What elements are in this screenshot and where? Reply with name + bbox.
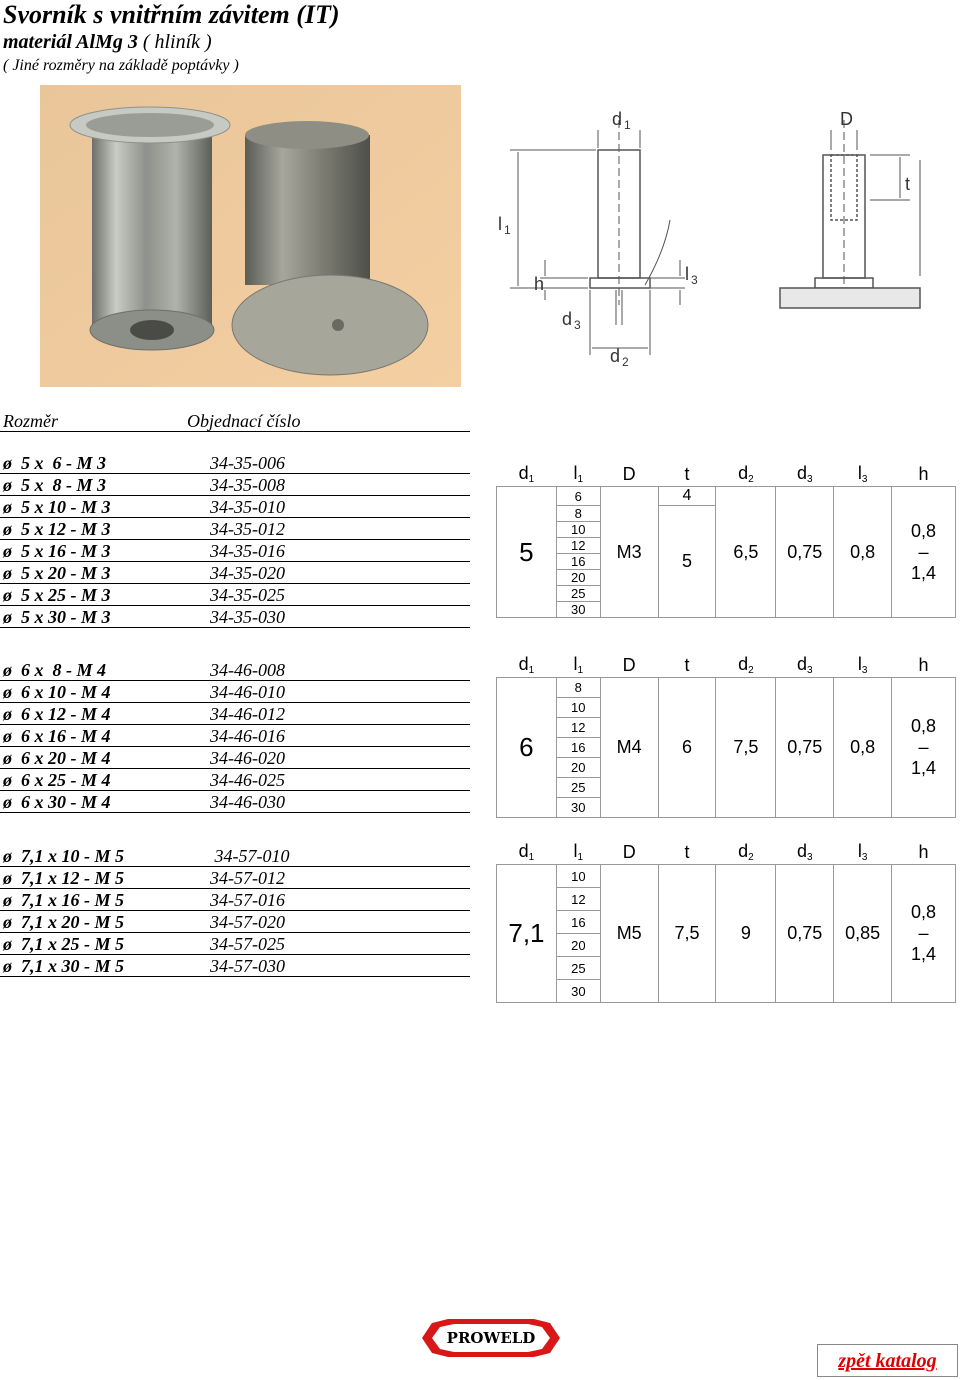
order-code: 34-57-025	[210, 934, 285, 954]
order-code: 34-46-008	[210, 660, 285, 680]
l1-value: 25	[556, 957, 600, 980]
d1-value: 7,1	[497, 865, 557, 1003]
d3-value: 0,75	[776, 865, 834, 1003]
l3-value: 0,8	[834, 678, 892, 818]
size-label: ø 5 x 20 - M 3	[3, 563, 111, 583]
h-min: 0,8	[911, 902, 937, 922]
list-item	[0, 725, 470, 747]
d2-value: 6,5	[716, 487, 776, 618]
header-h: h	[918, 463, 929, 484]
l1-value: 20	[556, 758, 600, 778]
header-d2: $d_2$	[738, 463, 754, 485]
d3-value: 0,75	[776, 678, 834, 818]
order-code: 34-57-030	[210, 956, 285, 976]
order-code: 34-57-016	[210, 890, 285, 910]
size-label: ø 7,1 x 20 - M 5	[3, 912, 124, 932]
group-2-list	[0, 659, 470, 813]
list-item	[0, 584, 470, 606]
order-code: 34-35-020	[210, 563, 285, 583]
header-d1: $d_1$	[518, 841, 535, 863]
header-t: t	[684, 841, 690, 862]
list-item	[0, 769, 470, 791]
header-l3: $l_3$	[857, 841, 868, 863]
list-item	[0, 933, 470, 955]
header-d3: $d_3$	[796, 841, 813, 863]
dimensions-note: ( Jiné rozměry na základě poptávky )	[3, 57, 239, 74]
list-item	[0, 791, 470, 813]
l1-value: 10	[556, 698, 600, 718]
t-value: 5	[658, 506, 716, 618]
order-code: 34-35-016	[210, 541, 285, 561]
header-D: D	[622, 841, 636, 862]
svg-text:D: D	[840, 109, 853, 129]
h-min: 0,8	[911, 520, 937, 541]
list-item	[0, 659, 470, 681]
size-label: ø 5 x 25 - M 3	[3, 585, 111, 605]
l1-value: 12	[556, 888, 600, 911]
size-label: ø 5 x 12 - M 3	[3, 519, 111, 539]
l1-value: 8	[556, 506, 600, 522]
h-max: 1,4	[911, 758, 937, 778]
order-code: 34-57-012	[210, 868, 285, 888]
list-header	[0, 411, 470, 432]
svg-text:d: d	[562, 309, 573, 329]
order-code: 34-57-020	[210, 912, 285, 932]
list-item	[0, 681, 470, 703]
spec-table-group-1	[496, 462, 956, 618]
order-code: 34-35-025	[210, 585, 285, 605]
l3-value: 0,8	[834, 487, 892, 618]
size-label: ø 6 x 10 - M 4	[3, 682, 111, 702]
list-item	[0, 474, 470, 496]
h-range	[892, 865, 956, 1003]
l1-value: 20	[556, 934, 600, 957]
proweld-logo	[418, 1317, 564, 1359]
size-label: ø 6 x 12 - M 4	[3, 704, 111, 724]
svg-text:d: d	[612, 109, 623, 129]
back-to-catalog-link[interactable]: zpět katalog	[817, 1344, 958, 1377]
h-dash: –	[918, 541, 929, 562]
size-label: ø 7,1 x 12 - M 5	[3, 868, 124, 888]
header-l3: $l_3$	[857, 463, 868, 485]
list-item	[0, 452, 470, 474]
l1-value: 12	[556, 718, 600, 738]
thread-value: M5	[600, 865, 658, 1003]
technical-drawing	[490, 100, 960, 380]
order-code: 34-46-020	[210, 748, 285, 768]
list-item	[0, 889, 470, 911]
header-t: t	[684, 654, 690, 675]
svg-text:h: h	[534, 274, 545, 294]
svg-text:d: d	[610, 346, 621, 366]
page-title: Svorník s vnitřním závitem (IT)	[3, 0, 340, 29]
list-item	[0, 518, 470, 540]
svg-text:1: 1	[624, 118, 631, 132]
size-column-header: Rozměr	[3, 411, 58, 431]
list-item	[0, 955, 470, 977]
header-d2: $d_2$	[738, 841, 754, 863]
l1-value: 12	[556, 538, 600, 554]
l1-value: 8	[556, 678, 600, 698]
spec-table-group-3	[496, 840, 956, 1003]
header-l1: $l_1$	[573, 463, 584, 485]
l3-value: 0,85	[834, 865, 892, 1003]
l1-value: 25	[556, 778, 600, 798]
header-d3: $d_3$	[796, 654, 813, 676]
group-1-list	[0, 452, 470, 628]
material-name: materiál AlMg 3	[3, 31, 138, 53]
header-l1: $l_1$	[573, 654, 584, 676]
order-code: 34-35-012	[210, 519, 285, 539]
spec-table-group-2	[496, 653, 956, 818]
size-label: ø 6 x 16 - M 4	[3, 726, 111, 746]
order-number-column-header: Objednací číslo	[187, 411, 301, 431]
order-code: 34-35-010	[210, 497, 285, 517]
header-d3: $d_3$	[796, 463, 813, 485]
material-common-name: ( hliník )	[137, 31, 212, 53]
size-label: ø 7,1 x 25 - M 5	[3, 934, 124, 954]
h-dash: –	[918, 737, 929, 757]
d1-value: 5	[497, 487, 557, 618]
header-h: h	[918, 654, 929, 675]
size-label: ø 5 x 6 - M 3	[3, 453, 106, 473]
header-d1: $d_1$	[518, 463, 535, 485]
size-label: ø 6 x 25 - M 4	[3, 770, 111, 790]
list-item	[0, 747, 470, 769]
size-label: ø 7,1 x 10 - M 5	[3, 846, 124, 866]
h-max: 1,4	[911, 562, 937, 583]
list-item	[0, 703, 470, 725]
order-code: 34-46-012	[210, 704, 285, 724]
order-code: 34-46-025	[210, 770, 285, 790]
h-dash: –	[918, 923, 929, 943]
order-code: 34-57-010	[210, 846, 290, 866]
svg-text:2: 2	[622, 355, 629, 369]
h-max: 1,4	[911, 944, 937, 964]
l1-value: 16	[556, 554, 600, 570]
header-t: t	[684, 463, 690, 484]
d3-value: 0,75	[776, 487, 834, 618]
d1-value: 6	[497, 678, 557, 818]
t-value: 6	[658, 678, 716, 818]
header-d2: $d_2$	[738, 654, 754, 676]
product-photo	[40, 85, 461, 387]
d2-value: 7,5	[716, 678, 776, 818]
l1-value: 30	[556, 602, 600, 618]
svg-text:l: l	[498, 214, 502, 234]
thread-value: M4	[600, 678, 658, 818]
header-l1: $l_1$	[573, 841, 584, 863]
svg-text:3: 3	[574, 318, 581, 332]
size-label: ø 5 x 10 - M 3	[3, 497, 111, 517]
header-d1: $d_1$	[518, 654, 535, 676]
size-label: ø 6 x 30 - M 4	[3, 792, 111, 812]
order-code: 34-46-030	[210, 792, 285, 812]
d2-value: 9	[716, 865, 776, 1003]
logo-text: PROWELD	[446, 1329, 536, 1347]
order-code: 34-46-010	[210, 682, 285, 702]
header-h: h	[918, 841, 929, 862]
size-label: ø 5 x 16 - M 3	[3, 541, 111, 561]
t-value-top: 4	[658, 487, 716, 506]
h-range	[892, 487, 956, 618]
h-min: 0,8	[911, 716, 937, 736]
list-item	[0, 606, 470, 628]
order-code: 34-46-016	[210, 726, 285, 746]
h-range	[892, 678, 956, 818]
size-label: ø 5 x 30 - M 3	[3, 607, 111, 627]
l1-value: 25	[556, 586, 600, 602]
svg-text:1: 1	[504, 223, 511, 237]
l1-value: 10	[556, 865, 600, 888]
l1-value: 16	[556, 738, 600, 758]
order-code: 34-35-006	[210, 453, 285, 473]
l1-value: 16	[556, 911, 600, 934]
l1-value: 30	[556, 798, 600, 818]
header-l3: $l_3$	[857, 654, 868, 676]
svg-text:l: l	[685, 264, 689, 284]
list-item	[0, 867, 470, 889]
size-label: ø 5 x 8 - M 3	[3, 475, 106, 495]
order-code: 34-35-008	[210, 475, 285, 495]
l1-value: 30	[556, 980, 600, 1003]
list-item	[0, 540, 470, 562]
list-item	[0, 562, 470, 584]
l1-value: 20	[556, 570, 600, 586]
size-label: ø 6 x 20 - M 4	[3, 748, 111, 768]
t-value: 7,5	[658, 865, 716, 1003]
l1-value: 6	[556, 487, 600, 506]
order-code: 34-35-030	[210, 607, 285, 627]
size-label: ø 7,1 x 16 - M 5	[3, 890, 124, 910]
group-3-list	[0, 845, 470, 977]
l1-value: 10	[556, 522, 600, 538]
thread-value: M3	[600, 487, 658, 618]
svg-text:3: 3	[691, 273, 698, 287]
size-label: ø 6 x 8 - M 4	[3, 660, 106, 680]
svg-text:t: t	[905, 174, 911, 194]
header-D: D	[622, 463, 636, 484]
list-item	[0, 911, 470, 933]
header-D: D	[622, 654, 636, 675]
material-subtitle	[3, 31, 212, 54]
list-item	[0, 845, 470, 867]
size-label: ø 7,1 x 30 - M 5	[3, 956, 124, 976]
list-item	[0, 496, 470, 518]
